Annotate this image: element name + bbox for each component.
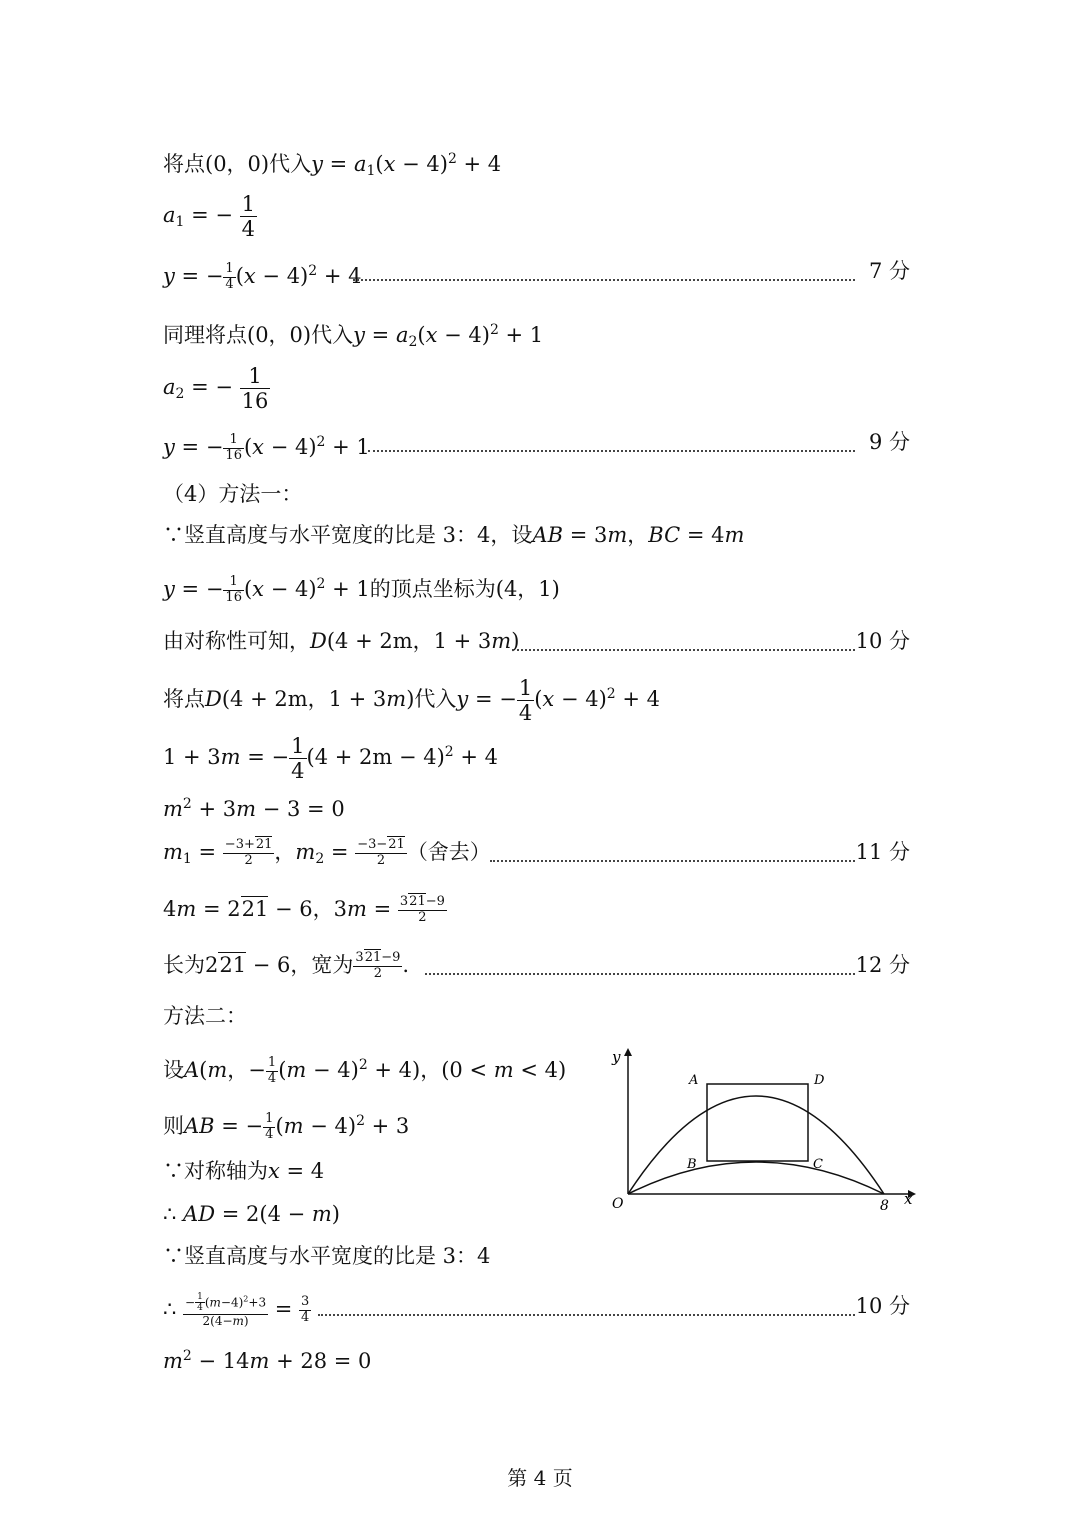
text: 设 <box>163 1058 184 1082</box>
score-mark: 12 分 <box>855 953 910 977</box>
line-answer-1: 长为221 − 6，宽为 $\frac{321-9}{2}$ . <box>163 950 410 981</box>
line-substitute-d: 将点D(4 + 2m，1 + 3m)代入y = − $\frac{1}{4}$ $(x - 4)^2 + 4$ <box>163 676 660 726</box>
label-c: C <box>813 1157 823 1172</box>
y-arrow <box>624 1048 632 1056</box>
text: 的顶点坐标为 <box>369 577 496 601</box>
section-heading-method-1: （4）方法一： <box>163 482 303 506</box>
label-x: x <box>904 1190 913 1208</box>
point: (0，0) <box>205 152 270 176</box>
line-set-a: 设A(m，− $\frac{1}{4}$ $(m - 4)^2 + 4$)，(0 < m < 4) <box>163 1055 567 1086</box>
inner-parabola <box>628 1162 884 1194</box>
label-a: A <box>689 1073 699 1088</box>
parabola-diagram <box>600 1040 920 1220</box>
score-mark: 7 分 <box>868 259 910 283</box>
label-b: B <box>687 1157 697 1172</box>
text: 长为 <box>163 953 205 977</box>
label-y: y <box>612 1048 621 1066</box>
line-ratio-equation: ∴ − $\frac{1}{4}$ $(m-4)^2+3$ 2(4−m) = $\frac{3}{4}$ <box>163 1292 310 1328</box>
text: ∵竖直高度与水平宽度的比是 3：4，设 <box>163 523 533 547</box>
line-roots-m: $m_1$ = $\frac{-3+21}{2}$ ，$m_2$ = $\frac{-3-21}{2}$ （舍去） <box>163 837 491 868</box>
leader-dots <box>512 649 855 651</box>
score-mark: 9 分 <box>868 430 910 454</box>
text: 同理将点 <box>163 323 247 347</box>
line-vertex: y = − $\frac{1}{16}$ $(x - 4)^2 + 1$的顶点坐标为(4，1) <box>163 574 560 605</box>
line-a2-value: $a_2$ = − $\frac{1}{16}$ <box>163 364 269 414</box>
leader-dots <box>368 450 855 452</box>
line-substitute-origin-1: 将点(0，0)代入$y = a_1(x - 4)^2 + 4$ <box>163 151 502 179</box>
leader-dots <box>425 973 855 975</box>
line-ad: ∴ AD = 2(4 − m) <box>163 1202 340 1226</box>
text: 将点 <box>163 152 205 176</box>
line-ratio-2: ∵竖直高度与水平宽度的比是 3：4 <box>163 1244 491 1268</box>
score-mark: 10 分 <box>855 1294 910 1318</box>
text: （舍去） <box>406 840 491 864</box>
point: (0，0) <box>247 323 312 347</box>
text: 代入 <box>311 323 354 347</box>
line-axis: ∵对称轴为x = 4 <box>163 1159 325 1183</box>
line-substitute-origin-2: 同理将点(0，0)代入$y = a_2(x - 4)^2 + 1$ <box>163 322 544 350</box>
leader-dots <box>318 1314 855 1316</box>
line-symmetry: 由对称性可知，D(4 + 2m，1 + 3m) <box>163 629 520 653</box>
outer-parabola <box>628 1096 884 1194</box>
line-equation-2: y = − $\frac{1}{16}$ $(x - 4)^2 + 1$ <box>163 432 370 463</box>
label-d: D <box>814 1073 825 1088</box>
text: 则 <box>163 1114 184 1138</box>
label-eight: 8 <box>880 1198 889 1214</box>
label-origin: O <box>612 1196 624 1212</box>
text: ，宽为 <box>290 953 354 977</box>
score-mark: 10 分 <box>855 629 910 653</box>
line-quadratic-final: $m^2 - 14m + 28 = 0$ <box>163 1348 372 1373</box>
leader-dots <box>490 860 855 862</box>
line-ratio-setup: ∵竖直高度与水平宽度的比是 3：4，设AB = 3m，BC = 4m <box>163 523 745 547</box>
score-mark: 11 分 <box>855 840 910 864</box>
line-ab: 则AB = − $\frac{1}{4}$ $(m - 4)^2 + 3$ <box>163 1111 410 1142</box>
section-heading-method-2: 方法二： <box>163 1004 247 1028</box>
text: 由对称性可知， <box>163 629 310 653</box>
text: ∵对称轴为 <box>163 1159 268 1183</box>
text: 将点 <box>163 687 205 712</box>
line-quadratic-m: $m^2 + 3m - 3 = 0$ <box>163 796 345 821</box>
text: 代入 <box>414 687 457 712</box>
line-equation-1: y = − $\frac{1}{4}$ $(x - 4)^2 + 4$ <box>163 261 362 292</box>
text: 代入 <box>269 152 312 176</box>
point: (4，1) <box>495 577 560 601</box>
line-length-width: 4m = 221 − 6，3m = $\frac{321-9}{2}$ <box>163 894 445 925</box>
page-number: 第 4 页 <box>507 1466 573 1490</box>
line-a1-value: $a_1$ = − $\frac{1}{4}$ <box>163 192 256 242</box>
line-equation-m: 1 + 3m = − $\frac{1}{4}$ $(4 + 2m - 4)^2 + 4$ <box>163 734 499 784</box>
leader-dots <box>353 279 855 281</box>
